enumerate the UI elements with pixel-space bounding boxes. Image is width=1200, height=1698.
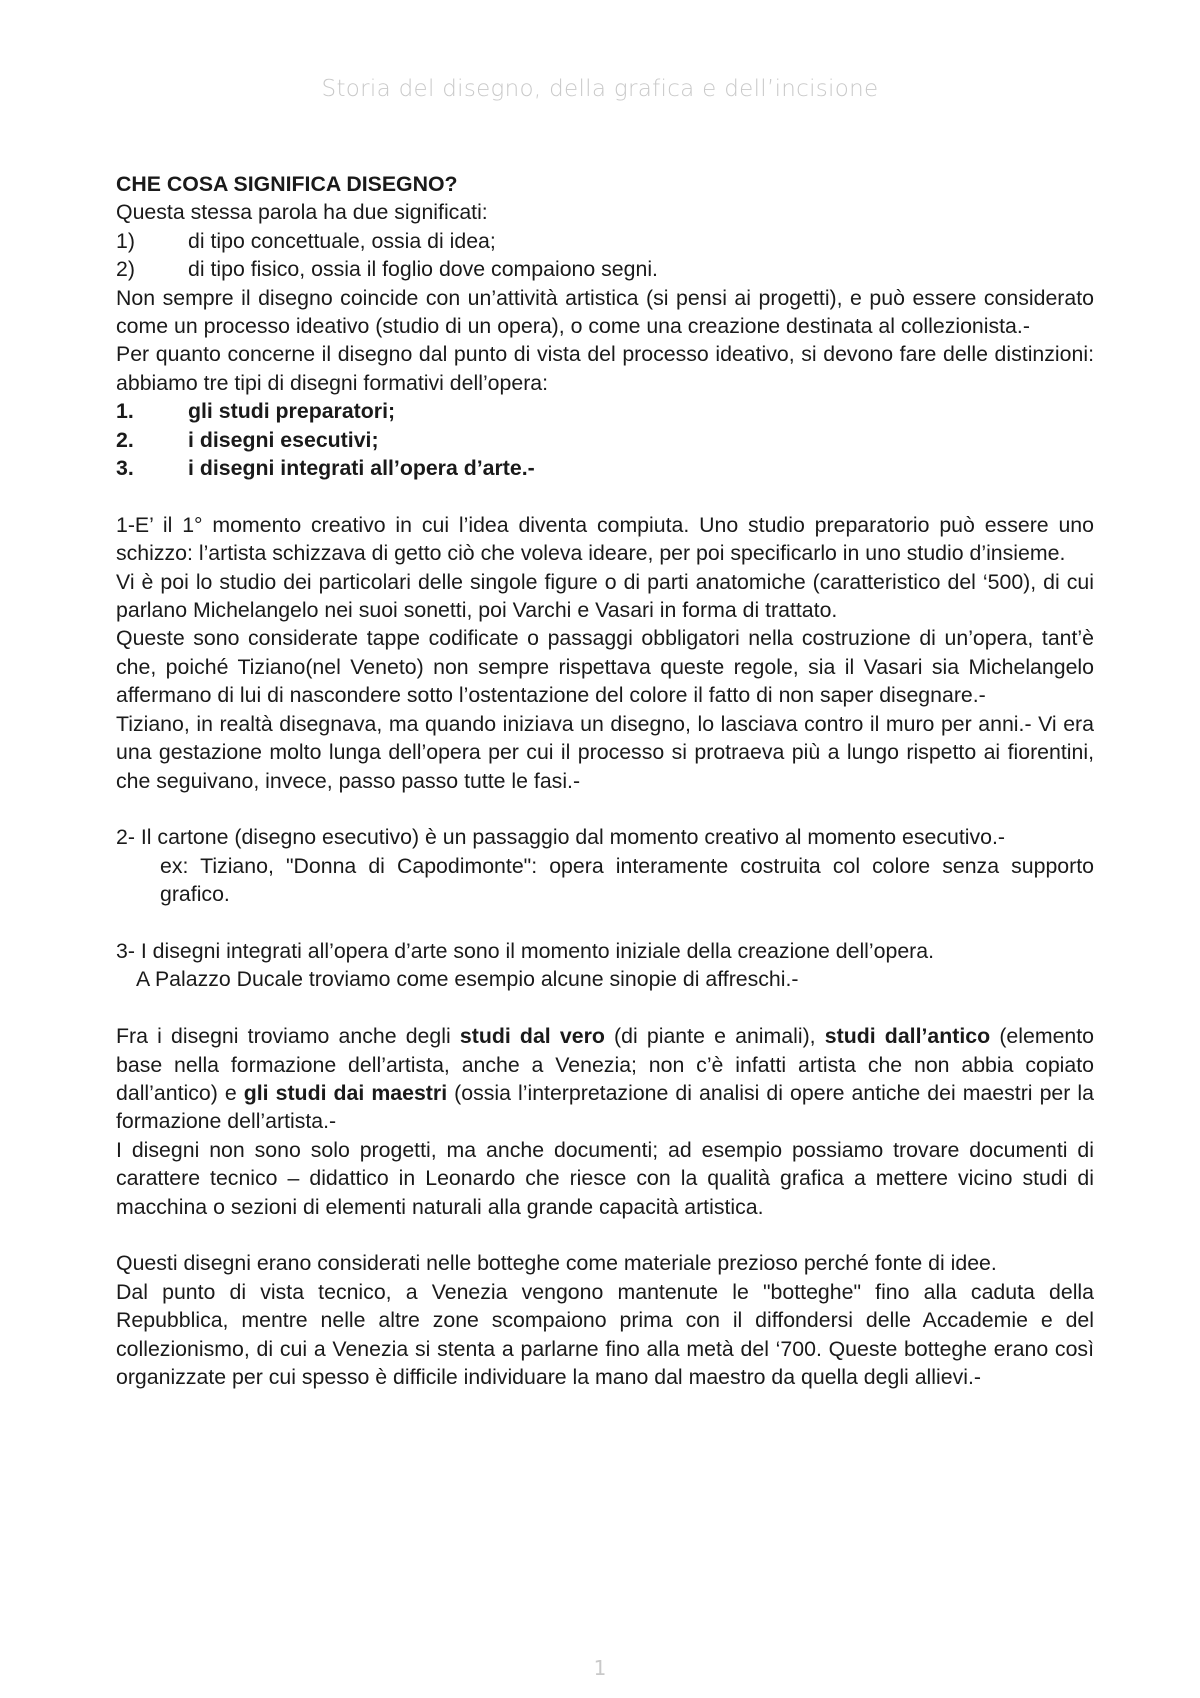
meaning-text: di tipo concettuale, ossia di idea; — [188, 228, 496, 253]
studies-term: studi dal vero — [459, 1024, 605, 1049]
section1-paragraph: Vi è poi lo studio dei particolari delle singole figure o di parti anatomiche (caratteristico del ‘500), di cui parlano Michelangelo nei suoi sonetti, poi Varchi e Vasari in forma di trattato. — [116, 569, 1094, 623]
meaning-item — [116, 255, 1094, 283]
paragraph-not-always: Non sempre il disegno coincide con un’attività artistica (si pensi ai progetti), e può essere considerato come un processo ideativo (studio di un opera), o come una creazione destinata al collezionista.- — [116, 285, 1094, 339]
drawing-type-text: i disegni integrati all’opera d’arte.- — [188, 456, 535, 481]
paragraph-gap — [116, 482, 1094, 510]
documents-paragraph: I disegni non sono solo progetti, ma anche documenti; ad esempio possiamo trovare documenti di carattere tecnico – didattico in Leonardo che riesce con la qualità grafica a mettere vicino studi di macchina o sezioni di elementi naturali alla grande capacità artistica. — [116, 1137, 1094, 1219]
section1-paragraph: Queste sono considerate tappe codificate o passaggi obbligatori nella costruzione di un’opera, tant’è che, poiché Tiziano(nel Veneto) non sempre rispettava queste regole, sia il Vasari sia Michelangelo affermano di lui di nascondere sotto l’ostentazione del colore il fatto di non saper disegnare.- — [116, 626, 1094, 708]
drawing-type-text: i disegni esecutivi; — [188, 427, 379, 452]
drawing-type-item — [116, 397, 1094, 425]
meaning-number: 1) — [116, 228, 135, 253]
drawing-type-number: 1. — [116, 399, 134, 424]
studies-paragraph — [116, 1022, 1094, 1136]
section-heading: CHE COSA SIGNIFICA DISEGNO? — [116, 172, 458, 196]
studies-text: (elemento base nella formazione dell’artista, anche a Venezia; non c’è infatti artista che non abbia copiato dall’antico) e — [116, 1024, 1095, 1105]
running-header: Storia del disegno, della grafica e dell’incisione — [321, 76, 879, 102]
drawing-type-number: 3. — [116, 456, 134, 481]
paragraph-gap — [116, 909, 1094, 937]
page-number: 1 — [593, 1656, 607, 1680]
section3-paragraph: 3- I disegni integrati all’opera d’arte sono il momento iniziale della creazione dell’opera. — [116, 938, 935, 963]
meaning-text: di tipo fisico, ossia il foglio dove compaiono segni. — [188, 257, 658, 282]
meaning-item — [116, 227, 1094, 255]
studies-text: (ossia l’interpretazione di analisi di opere antiche dei maestri per la formazione dell’artista.- — [116, 1080, 1094, 1134]
section1-paragraph: 1-E’ il 1° momento creativo in cui l’idea diventa compiuta. Uno studio preparatorio può essere uno schizzo: l’artista schizzava di getto ciò che voleva ideare, per poi specificarlo in uno studio d’insieme. — [116, 512, 1094, 566]
studies-term: gli studi dai maestri — [243, 1080, 448, 1105]
document-body — [116, 170, 1094, 1391]
botteghe-paragraph: Questi disegni erano considerati nelle botteghe come materiale prezioso perché fonte di idee. — [116, 1251, 997, 1276]
studies-term: studi dall’antico — [824, 1024, 991, 1049]
paragraph-gap — [116, 994, 1094, 1022]
paragraph-gap — [116, 1221, 1094, 1249]
studies-text: Fra i disegni troviamo anche degli — [116, 1024, 460, 1049]
section2-paragraph: 2- Il cartone (disegno esecutivo) è un passaggio dal momento creativo al momento esecutivo.- — [116, 825, 1006, 850]
drawing-type-item — [116, 426, 1094, 454]
paragraph-distinctions: Per quanto concerne il disegno dal punto di vista del processo ideativo, si devono fare delle distinzioni: abbiamo tre tipi di disegni formativi dell’opera: — [116, 342, 1094, 395]
drawing-type-text: gli studi preparatori; — [188, 399, 396, 424]
meaning-number: 2) — [116, 257, 135, 282]
section3-example: A Palazzo Ducale troviamo come esempio alcune sinopie di affreschi.- — [136, 967, 799, 992]
paragraph-gap — [116, 795, 1094, 823]
botteghe-paragraph: Dal punto di vista tecnico, a Venezia vengono mantenute le "botteghe" fino alla caduta della Repubblica, mentre nelle altre zone scompaiono prima con il diffondersi delle Accademie e del collezionismo, di cui a Venezia si stenta a parlarne fino alla metà del ‘700. Queste botteghe erano così organizzate per cui spesso è difficile individuare la mano dal maestro da quella degli allievi.- — [116, 1279, 1094, 1389]
intro-paragraph: Questa stessa parola ha due significati: — [116, 200, 488, 225]
drawing-type-item — [116, 454, 1094, 482]
studies-text: (di piante e animali), — [604, 1024, 825, 1049]
section2-example: ex: Tiziano, "Donna di Capodimonte": opera interamente costruita col colore senza supporto grafico. — [160, 853, 1094, 907]
section1-paragraph: Tiziano, in realtà disegnava, ma quando iniziava un disegno, lo lasciava contro il muro per anni.- Vi era una gestazione molto lunga dell’opera per cui il processo si protraeva più a lungo rispetto ai fiorentini, che seguivano, invece, passo passo tutte le fasi.- — [116, 711, 1094, 793]
drawing-type-number: 2. — [116, 427, 134, 452]
